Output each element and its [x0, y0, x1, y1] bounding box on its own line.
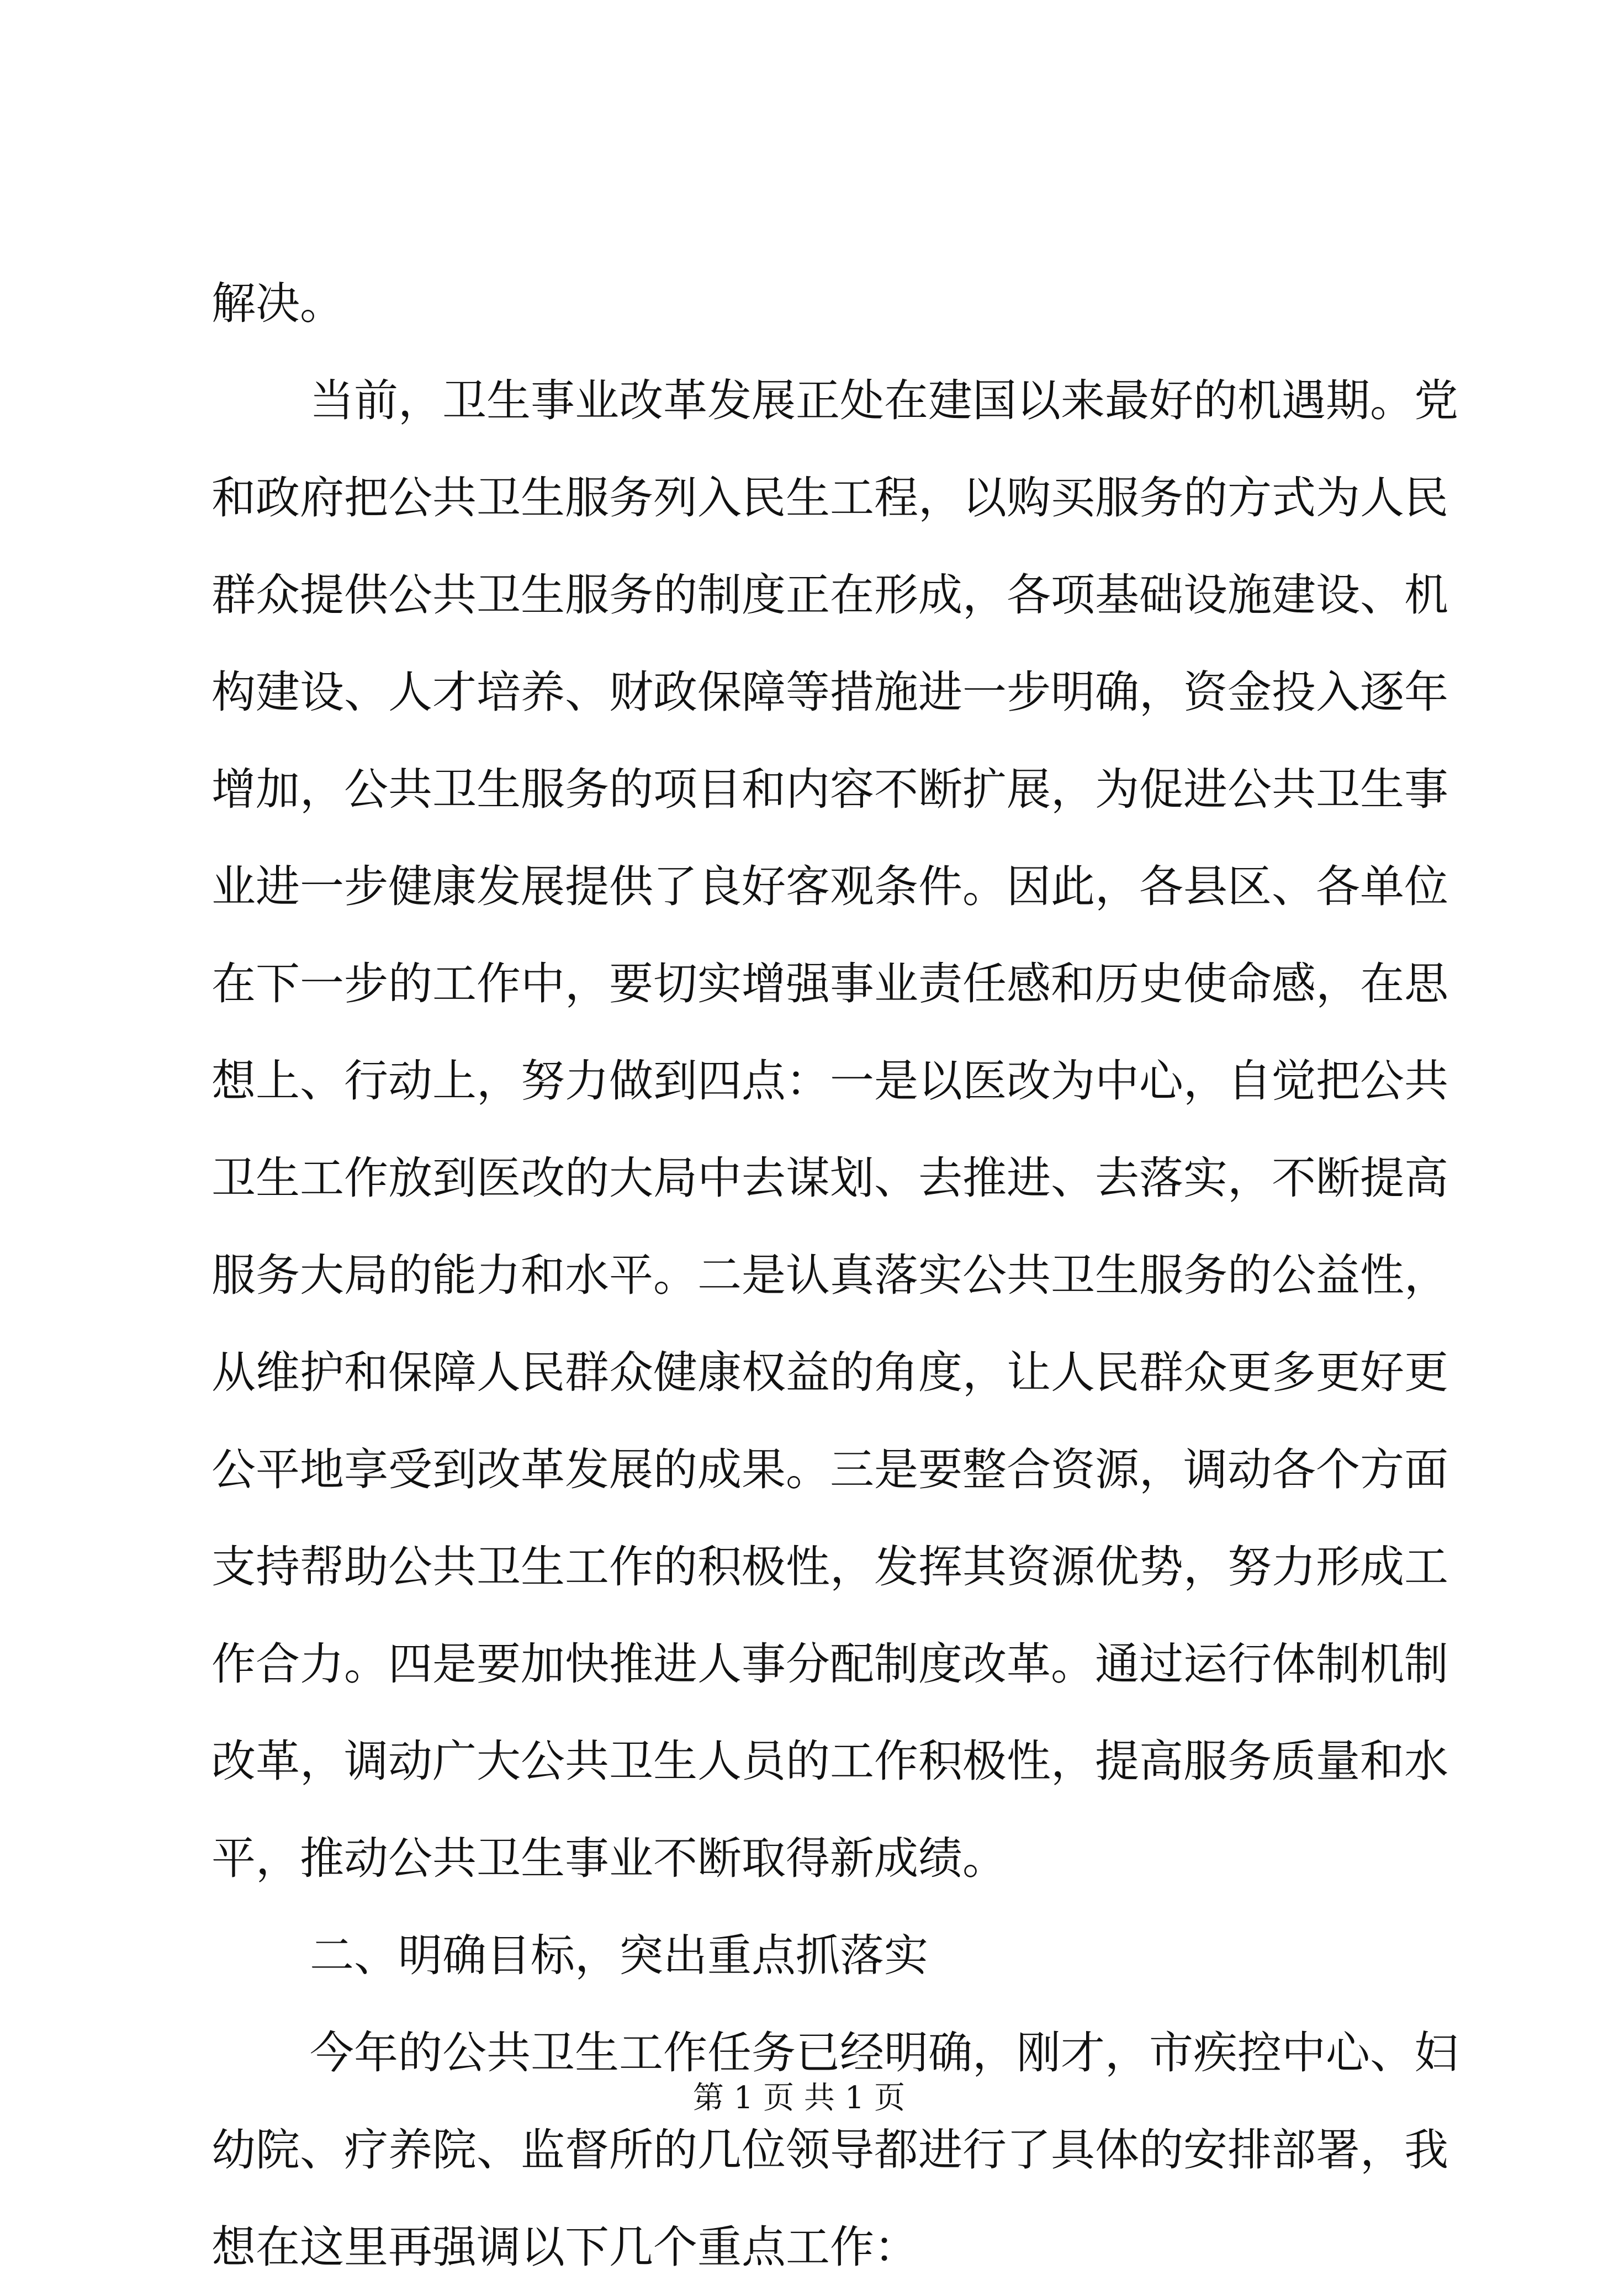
text-line: 在下一步的工作中，要切实增强事业责任感和历史使命感，在思 — [211, 958, 1448, 1009]
paragraph-first-line: 今年的公共卫生工作任务已经明确，刚才，市疾控中心、妇 — [310, 2027, 1458, 2078]
paragraph-first-line: 当前，卫生事业改革发展正处在建国以来最好的机遇期。党 — [310, 375, 1458, 426]
page-footer: 第 1 页 共 1 页 — [692, 2080, 906, 2116]
text-line: 构建设、人才培养、财政保障等措施进一步明确，资金投入逐年 — [211, 666, 1448, 718]
text-line: 想上、行动上，努力做到四点：一是以医改为中心，自觉把公共 — [211, 1055, 1448, 1107]
text-line: 幼院、疗养院、监督所的几位领导都进行了具体的安排部署，我 — [211, 2124, 1448, 2176]
text-line: 作合力。四是要加快推进人事分配制度改革。通过运行体制机制 — [211, 1638, 1448, 1690]
text-line: 解决。 — [211, 278, 344, 329]
text-line: 从维护和保障人民群众健康权益的角度，让人民群众更多更好更 — [211, 1347, 1448, 1398]
text-line: 改革，调动广大公共卫生人员的工作积极性，提高服务质量和水 — [211, 1736, 1448, 1787]
text-line: 想在这里再强调以下几个重点工作： — [211, 2221, 918, 2273]
text-line: 平，推动公共卫生事业不断取得新成绩。 — [211, 1833, 1007, 1884]
text-line: 增加，公共卫生服务的项目和内容不断扩展，为促进公共卫生事 — [211, 764, 1448, 815]
text-line: 公平地享受到改革发展的成果。三是要整合资源，调动各个方面 — [211, 1444, 1448, 1495]
document-body — [211, 255, 1458, 2296]
text-line: 业进一步健康发展提供了良好客观条件。因此，各县区、各单位 — [211, 861, 1448, 912]
text-line: 卫生工作放到医改的大局中去谋划、去推进、去落实，不断提高 — [211, 1152, 1448, 1204]
text-line: 群众提供公共卫生服务的制度正在形成，各项基础设施建设、机 — [211, 569, 1448, 621]
text-line: 支持帮助公共卫生工作的积极性，发挥其资源优势，努力形成工 — [211, 1541, 1448, 1593]
text-line: 和政府把公共卫生服务列入民生工程，以购买服务的方式为人民 — [211, 472, 1448, 523]
section-heading: 二、明确目标，突出重点抓落实 — [310, 1930, 928, 1981]
text-line: 服务大局的能力和水平。二是认真落实公共卫生服务的公益性， — [211, 1250, 1448, 1301]
